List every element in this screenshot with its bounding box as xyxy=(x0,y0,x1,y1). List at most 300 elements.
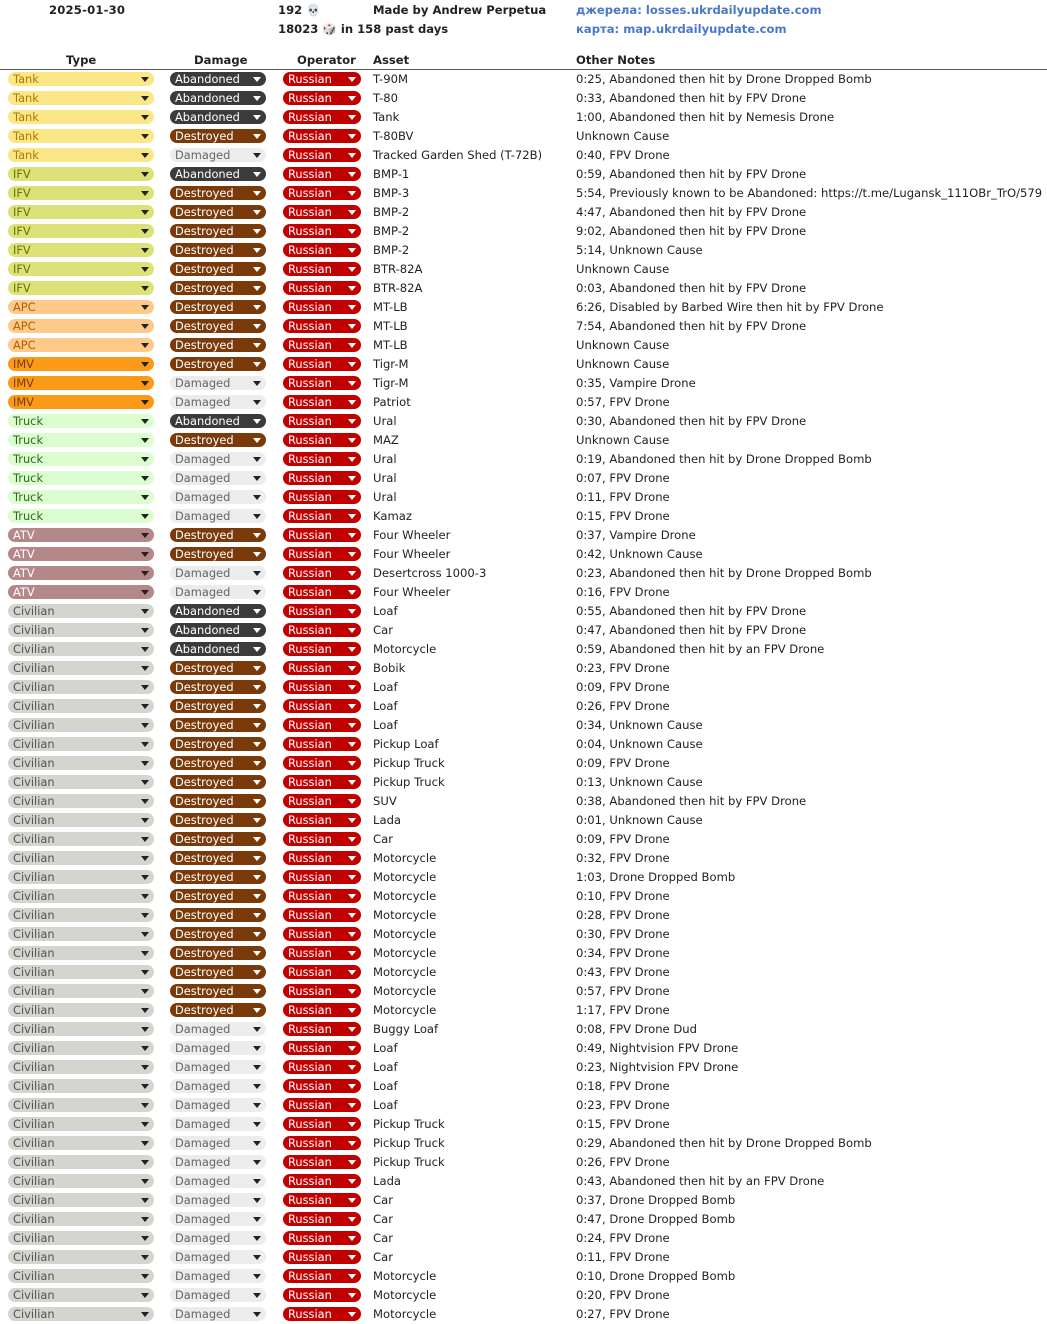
dropdown-arrow-icon[interactable] xyxy=(141,153,149,158)
dropdown-arrow-icon[interactable] xyxy=(141,210,149,215)
notes-cell[interactable]: 0:30, FPV Drone xyxy=(576,927,670,941)
type-select[interactable] xyxy=(8,376,154,390)
operator-select[interactable] xyxy=(283,794,361,808)
notes-cell[interactable]: 0:23, FPV Drone xyxy=(576,661,670,675)
operator-select[interactable] xyxy=(283,1193,361,1207)
notes-cell[interactable]: 0:18, FPV Drone xyxy=(576,1079,670,1093)
dropdown-arrow-icon[interactable] xyxy=(253,932,261,937)
damage-select[interactable] xyxy=(170,965,266,979)
operator-select[interactable] xyxy=(283,471,361,485)
dropdown-arrow-icon[interactable] xyxy=(141,1046,149,1051)
dropdown-arrow-icon[interactable] xyxy=(253,1046,261,1051)
damage-select[interactable] xyxy=(170,680,266,694)
damage-select[interactable] xyxy=(170,642,266,656)
dropdown-arrow-icon[interactable] xyxy=(253,438,261,443)
notes-cell[interactable]: 1:17, FPV Drone xyxy=(576,1003,670,1017)
damage-select[interactable] xyxy=(170,756,266,770)
notes-cell[interactable]: 0:28, FPV Drone xyxy=(576,908,670,922)
dropdown-arrow-icon[interactable] xyxy=(348,951,356,956)
dropdown-arrow-icon[interactable] xyxy=(348,913,356,918)
damage-select[interactable] xyxy=(170,1193,266,1207)
dropdown-arrow-icon[interactable] xyxy=(253,1122,261,1127)
asset-cell[interactable]: BMP-2 xyxy=(373,205,410,219)
damage-select[interactable] xyxy=(170,1060,266,1074)
dropdown-arrow-icon[interactable] xyxy=(253,1217,261,1222)
dropdown-arrow-icon[interactable] xyxy=(141,647,149,652)
operator-select[interactable] xyxy=(283,889,361,903)
notes-cell[interactable]: 0:34, FPV Drone xyxy=(576,946,670,960)
dropdown-arrow-icon[interactable] xyxy=(141,1084,149,1089)
type-select[interactable] xyxy=(8,1174,154,1188)
operator-select[interactable] xyxy=(283,433,361,447)
dropdown-arrow-icon[interactable] xyxy=(253,324,261,329)
dropdown-arrow-icon[interactable] xyxy=(253,305,261,310)
asset-cell[interactable]: Ural xyxy=(373,452,397,466)
notes-cell[interactable]: 0:11, FPV Drone xyxy=(576,490,670,504)
asset-cell[interactable]: Four Wheeler xyxy=(373,547,451,561)
dropdown-arrow-icon[interactable] xyxy=(141,134,149,139)
notes-cell[interactable]: 5:54, Previously known to be Abandoned: https://t.me/Lugansk_111OBr_TrO/579 xyxy=(576,186,1043,200)
dropdown-arrow-icon[interactable] xyxy=(253,362,261,367)
dropdown-arrow-icon[interactable] xyxy=(348,229,356,234)
asset-cell[interactable]: Ural xyxy=(373,490,397,504)
dropdown-arrow-icon[interactable] xyxy=(348,723,356,728)
dropdown-arrow-icon[interactable] xyxy=(141,1008,149,1013)
dropdown-arrow-icon[interactable] xyxy=(348,1236,356,1241)
damage-select[interactable] xyxy=(170,908,266,922)
notes-cell[interactable]: 0:15, FPV Drone xyxy=(576,1117,670,1131)
damage-select[interactable] xyxy=(170,1022,266,1036)
damage-select[interactable] xyxy=(170,813,266,827)
type-select[interactable] xyxy=(8,1155,154,1169)
dropdown-arrow-icon[interactable] xyxy=(141,305,149,310)
asset-cell[interactable]: Pickup Truck xyxy=(373,775,445,789)
notes-cell[interactable]: 0:59, Abandoned then hit by an FPV Drone xyxy=(576,642,825,656)
dropdown-arrow-icon[interactable] xyxy=(348,514,356,519)
operator-select[interactable] xyxy=(283,642,361,656)
operator-select[interactable] xyxy=(283,243,361,257)
asset-cell[interactable]: Motorcycle xyxy=(373,1003,437,1017)
type-select[interactable] xyxy=(8,737,154,751)
damage-select[interactable] xyxy=(170,1174,266,1188)
operator-select[interactable] xyxy=(283,186,361,200)
dropdown-arrow-icon[interactable] xyxy=(141,267,149,272)
type-select[interactable] xyxy=(8,1003,154,1017)
notes-cell[interactable]: 0:26, FPV Drone xyxy=(576,1155,670,1169)
type-select[interactable] xyxy=(8,1269,154,1283)
dropdown-arrow-icon[interactable] xyxy=(348,495,356,500)
dropdown-arrow-icon[interactable] xyxy=(141,989,149,994)
asset-cell[interactable]: Car xyxy=(373,623,393,637)
dropdown-arrow-icon[interactable] xyxy=(141,457,149,462)
type-select[interactable] xyxy=(8,433,154,447)
operator-select[interactable] xyxy=(283,376,361,390)
dropdown-arrow-icon[interactable] xyxy=(253,457,261,462)
type-select[interactable] xyxy=(8,1098,154,1112)
asset-cell[interactable]: Desertcross 1000-3 xyxy=(373,566,487,580)
damage-select[interactable] xyxy=(170,91,266,105)
dropdown-arrow-icon[interactable] xyxy=(141,533,149,538)
operator-select[interactable] xyxy=(283,1098,361,1112)
notes-cell[interactable]: 0:04, Unknown Cause xyxy=(576,737,703,751)
dropdown-arrow-icon[interactable] xyxy=(348,305,356,310)
dropdown-arrow-icon[interactable] xyxy=(141,1179,149,1184)
damage-select[interactable] xyxy=(170,528,266,542)
damage-select[interactable] xyxy=(170,376,266,390)
asset-cell[interactable]: Ural xyxy=(373,414,397,428)
dropdown-arrow-icon[interactable] xyxy=(253,96,261,101)
asset-cell[interactable]: Car xyxy=(373,1231,393,1245)
damage-select[interactable] xyxy=(170,946,266,960)
notes-cell[interactable]: Unknown Cause xyxy=(576,262,670,276)
dropdown-arrow-icon[interactable] xyxy=(141,628,149,633)
dropdown-arrow-icon[interactable] xyxy=(253,210,261,215)
asset-cell[interactable]: MT-LB xyxy=(373,319,408,333)
asset-cell[interactable]: Four Wheeler xyxy=(373,528,451,542)
dropdown-arrow-icon[interactable] xyxy=(348,1179,356,1184)
asset-cell[interactable]: Car xyxy=(373,1193,393,1207)
damage-select[interactable] xyxy=(170,604,266,618)
dropdown-arrow-icon[interactable] xyxy=(348,191,356,196)
asset-cell[interactable]: Motorcycle xyxy=(373,851,437,865)
notes-cell[interactable]: 0:33, Abandoned then hit by FPV Drone xyxy=(576,91,807,105)
damage-select[interactable] xyxy=(170,832,266,846)
type-select[interactable] xyxy=(8,300,154,314)
type-select[interactable] xyxy=(8,319,154,333)
dropdown-arrow-icon[interactable] xyxy=(253,115,261,120)
asset-cell[interactable]: BMP-2 xyxy=(373,224,410,238)
asset-cell[interactable]: Loaf xyxy=(373,718,398,732)
type-select[interactable] xyxy=(8,357,154,371)
dropdown-arrow-icon[interactable] xyxy=(253,1293,261,1298)
notes-cell[interactable]: 0:49, Nightvision FPV Drone xyxy=(576,1041,739,1055)
damage-select[interactable] xyxy=(170,281,266,295)
dropdown-arrow-icon[interactable] xyxy=(348,704,356,709)
type-select[interactable] xyxy=(8,889,154,903)
dropdown-arrow-icon[interactable] xyxy=(348,248,356,253)
notes-cell[interactable]: 0:10, Drone Dropped Bomb xyxy=(576,1269,736,1283)
dropdown-arrow-icon[interactable] xyxy=(141,115,149,120)
dropdown-arrow-icon[interactable] xyxy=(348,989,356,994)
notes-cell[interactable]: 6:26, Disabled by Barbed Wire then hit by FPV Drone xyxy=(576,300,884,314)
dropdown-arrow-icon[interactable] xyxy=(348,1008,356,1013)
dropdown-arrow-icon[interactable] xyxy=(141,495,149,500)
operator-select[interactable] xyxy=(283,984,361,998)
type-select[interactable] xyxy=(8,414,154,428)
operator-select[interactable] xyxy=(283,1231,361,1245)
dropdown-arrow-icon[interactable] xyxy=(141,229,149,234)
asset-cell[interactable]: Motorcycle xyxy=(373,927,437,941)
type-select[interactable] xyxy=(8,1231,154,1245)
dropdown-arrow-icon[interactable] xyxy=(253,134,261,139)
dropdown-arrow-icon[interactable] xyxy=(141,476,149,481)
asset-cell[interactable]: Tank xyxy=(373,110,400,124)
dropdown-arrow-icon[interactable] xyxy=(348,533,356,538)
dropdown-arrow-icon[interactable] xyxy=(141,172,149,177)
asset-cell[interactable]: Motorcycle xyxy=(373,1307,437,1321)
damage-select[interactable] xyxy=(170,1136,266,1150)
column-header-notes[interactable]: Other Notes xyxy=(576,53,656,67)
type-select[interactable] xyxy=(8,661,154,675)
asset-cell[interactable]: Car xyxy=(373,832,393,846)
notes-cell[interactable]: 0:09, FPV Drone xyxy=(576,680,670,694)
operator-select[interactable] xyxy=(283,775,361,789)
operator-select[interactable] xyxy=(283,262,361,276)
asset-cell[interactable]: Pickup Truck xyxy=(373,1155,445,1169)
damage-select[interactable] xyxy=(170,623,266,637)
notes-cell[interactable]: 0:37, Drone Dropped Bomb xyxy=(576,1193,736,1207)
dropdown-arrow-icon[interactable] xyxy=(253,647,261,652)
dropdown-arrow-icon[interactable] xyxy=(253,533,261,538)
asset-cell[interactable]: Kamaz xyxy=(373,509,412,523)
dropdown-arrow-icon[interactable] xyxy=(253,1103,261,1108)
type-select[interactable] xyxy=(8,794,154,808)
notes-cell[interactable]: 0:09, FPV Drone xyxy=(576,756,670,770)
dropdown-arrow-icon[interactable] xyxy=(253,267,261,272)
dropdown-arrow-icon[interactable] xyxy=(253,77,261,82)
notes-cell[interactable]: 0:43, Abandoned then hit by an FPV Drone xyxy=(576,1174,825,1188)
type-select[interactable] xyxy=(8,965,154,979)
dropdown-arrow-icon[interactable] xyxy=(141,381,149,386)
dropdown-arrow-icon[interactable] xyxy=(141,932,149,937)
damage-select[interactable] xyxy=(170,338,266,352)
dropdown-arrow-icon[interactable] xyxy=(348,362,356,367)
dropdown-arrow-icon[interactable] xyxy=(348,1122,356,1127)
type-select[interactable] xyxy=(8,281,154,295)
notes-cell[interactable]: 0:43, FPV Drone xyxy=(576,965,670,979)
asset-cell[interactable]: Motorcycle xyxy=(373,946,437,960)
damage-select[interactable] xyxy=(170,927,266,941)
notes-cell[interactable]: 0:27, FPV Drone xyxy=(576,1307,670,1321)
damage-select[interactable] xyxy=(170,205,266,219)
dropdown-arrow-icon[interactable] xyxy=(141,742,149,747)
type-select[interactable] xyxy=(8,205,154,219)
type-select[interactable] xyxy=(8,623,154,637)
operator-select[interactable] xyxy=(283,870,361,884)
dropdown-arrow-icon[interactable] xyxy=(253,875,261,880)
dropdown-arrow-icon[interactable] xyxy=(348,438,356,443)
dropdown-arrow-icon[interactable] xyxy=(348,267,356,272)
damage-select[interactable] xyxy=(170,737,266,751)
operator-select[interactable] xyxy=(283,699,361,713)
operator-select[interactable] xyxy=(283,281,361,295)
asset-cell[interactable]: BMP-3 xyxy=(373,186,410,200)
asset-cell[interactable]: Motorcycle xyxy=(373,642,437,656)
dropdown-arrow-icon[interactable] xyxy=(348,476,356,481)
damage-select[interactable] xyxy=(170,319,266,333)
type-select[interactable] xyxy=(8,1041,154,1055)
dropdown-arrow-icon[interactable] xyxy=(141,875,149,880)
dropdown-arrow-icon[interactable] xyxy=(141,1236,149,1241)
type-select[interactable] xyxy=(8,1307,154,1321)
dropdown-arrow-icon[interactable] xyxy=(348,286,356,291)
operator-select[interactable] xyxy=(283,452,361,466)
notes-cell[interactable]: 0:30, Abandoned then hit by FPV Drone xyxy=(576,414,807,428)
dropdown-arrow-icon[interactable] xyxy=(253,153,261,158)
notes-cell[interactable]: 0:57, FPV Drone xyxy=(576,395,670,409)
asset-cell[interactable]: Pickup Loaf xyxy=(373,737,439,751)
operator-select[interactable] xyxy=(283,566,361,580)
dropdown-arrow-icon[interactable] xyxy=(348,1065,356,1070)
damage-select[interactable] xyxy=(170,167,266,181)
damage-select[interactable] xyxy=(170,1098,266,1112)
dropdown-arrow-icon[interactable] xyxy=(253,400,261,405)
dropdown-arrow-icon[interactable] xyxy=(253,666,261,671)
asset-cell[interactable]: Bobik xyxy=(373,661,406,675)
operator-select[interactable] xyxy=(283,813,361,827)
type-select[interactable] xyxy=(8,680,154,694)
operator-select[interactable] xyxy=(283,1174,361,1188)
damage-select[interactable] xyxy=(170,72,266,86)
dropdown-arrow-icon[interactable] xyxy=(348,647,356,652)
dropdown-arrow-icon[interactable] xyxy=(348,210,356,215)
operator-select[interactable] xyxy=(283,1250,361,1264)
operator-select[interactable] xyxy=(283,547,361,561)
notes-cell[interactable]: 0:15, FPV Drone xyxy=(576,509,670,523)
dropdown-arrow-icon[interactable] xyxy=(141,1293,149,1298)
operator-select[interactable] xyxy=(283,129,361,143)
operator-select[interactable] xyxy=(283,1212,361,1226)
type-select[interactable] xyxy=(8,148,154,162)
dropdown-arrow-icon[interactable] xyxy=(253,628,261,633)
dropdown-arrow-icon[interactable] xyxy=(141,951,149,956)
notes-cell[interactable]: 1:00, Abandoned then hit by Nemesis Drone xyxy=(576,110,835,124)
damage-select[interactable] xyxy=(170,1117,266,1131)
notes-cell[interactable]: Unknown Cause xyxy=(576,357,670,371)
operator-select[interactable] xyxy=(283,395,361,409)
type-select[interactable] xyxy=(8,946,154,960)
damage-select[interactable] xyxy=(170,110,266,124)
operator-select[interactable] xyxy=(283,927,361,941)
dropdown-arrow-icon[interactable] xyxy=(253,286,261,291)
damage-select[interactable] xyxy=(170,1212,266,1226)
notes-cell[interactable]: 0:26, FPV Drone xyxy=(576,699,670,713)
dropdown-arrow-icon[interactable] xyxy=(141,590,149,595)
type-select[interactable] xyxy=(8,813,154,827)
operator-select[interactable] xyxy=(283,832,361,846)
column-header-asset[interactable]: Asset xyxy=(373,53,410,67)
type-select[interactable] xyxy=(8,452,154,466)
operator-select[interactable] xyxy=(283,585,361,599)
asset-cell[interactable]: Tigr-M xyxy=(373,357,409,371)
dropdown-arrow-icon[interactable] xyxy=(348,77,356,82)
dropdown-arrow-icon[interactable] xyxy=(253,343,261,348)
type-select[interactable] xyxy=(8,262,154,276)
dropdown-arrow-icon[interactable] xyxy=(141,704,149,709)
dropdown-arrow-icon[interactable] xyxy=(141,1103,149,1108)
asset-cell[interactable]: Motorcycle xyxy=(373,984,437,998)
notes-cell[interactable]: 0:29, Abandoned then hit by Drone Dropped Bomb xyxy=(576,1136,872,1150)
operator-select[interactable] xyxy=(283,490,361,504)
operator-select[interactable] xyxy=(283,908,361,922)
dropdown-arrow-icon[interactable] xyxy=(348,818,356,823)
type-select[interactable] xyxy=(8,1288,154,1302)
type-select[interactable] xyxy=(8,91,154,105)
dropdown-arrow-icon[interactable] xyxy=(348,1103,356,1108)
damage-select[interactable] xyxy=(170,1041,266,1055)
operator-select[interactable] xyxy=(283,528,361,542)
damage-select[interactable] xyxy=(170,471,266,485)
notes-cell[interactable]: 0:23, Abandoned then hit by Drone Dropped Bomb xyxy=(576,566,872,580)
asset-cell[interactable]: Pickup Truck xyxy=(373,756,445,770)
asset-cell[interactable]: Motorcycle xyxy=(373,870,437,884)
dropdown-arrow-icon[interactable] xyxy=(253,780,261,785)
dropdown-arrow-icon[interactable] xyxy=(253,381,261,386)
dropdown-arrow-icon[interactable] xyxy=(253,1236,261,1241)
damage-select[interactable] xyxy=(170,585,266,599)
dropdown-arrow-icon[interactable] xyxy=(141,343,149,348)
type-select[interactable] xyxy=(8,547,154,561)
damage-select[interactable] xyxy=(170,148,266,162)
column-header-type[interactable]: Type xyxy=(66,53,97,67)
asset-cell[interactable]: BTR-82A xyxy=(373,262,423,276)
asset-cell[interactable]: Car xyxy=(373,1250,393,1264)
type-select[interactable] xyxy=(8,984,154,998)
dropdown-arrow-icon[interactable] xyxy=(253,761,261,766)
notes-cell[interactable]: 0:37, Vampire Drone xyxy=(576,528,696,542)
dropdown-arrow-icon[interactable] xyxy=(348,875,356,880)
type-select[interactable] xyxy=(8,832,154,846)
operator-select[interactable] xyxy=(283,1155,361,1169)
dropdown-arrow-icon[interactable] xyxy=(253,1008,261,1013)
type-select[interactable] xyxy=(8,927,154,941)
dropdown-arrow-icon[interactable] xyxy=(141,761,149,766)
asset-cell[interactable]: BTR-82A xyxy=(373,281,423,295)
damage-select[interactable] xyxy=(170,490,266,504)
dropdown-arrow-icon[interactable] xyxy=(253,742,261,747)
operator-select[interactable] xyxy=(283,110,361,124)
notes-cell[interactable]: 0:25, Abandoned then hit by Drone Dropped Bomb xyxy=(576,72,872,86)
dropdown-arrow-icon[interactable] xyxy=(253,1274,261,1279)
notes-cell[interactable]: 0:23, FPV Drone xyxy=(576,1098,670,1112)
type-select[interactable] xyxy=(8,509,154,523)
operator-select[interactable] xyxy=(283,1269,361,1283)
dropdown-arrow-icon[interactable] xyxy=(348,1198,356,1203)
asset-cell[interactable]: Motorcycle xyxy=(373,908,437,922)
dropdown-arrow-icon[interactable] xyxy=(348,742,356,747)
dropdown-arrow-icon[interactable] xyxy=(253,799,261,804)
dropdown-arrow-icon[interactable] xyxy=(253,913,261,918)
notes-cell[interactable]: 0:32, FPV Drone xyxy=(576,851,670,865)
sources-link[interactable]: джерела: losses.ukrdailyupdate.com xyxy=(576,3,822,17)
dropdown-arrow-icon[interactable] xyxy=(253,856,261,861)
operator-select[interactable] xyxy=(283,718,361,732)
notes-cell[interactable]: 0:40, FPV Drone xyxy=(576,148,670,162)
dropdown-arrow-icon[interactable] xyxy=(253,818,261,823)
type-select[interactable] xyxy=(8,129,154,143)
operator-select[interactable] xyxy=(283,1041,361,1055)
dropdown-arrow-icon[interactable] xyxy=(253,476,261,481)
type-select[interactable] xyxy=(8,604,154,618)
notes-cell[interactable]: 0:57, FPV Drone xyxy=(576,984,670,998)
asset-cell[interactable]: Motorcycle xyxy=(373,889,437,903)
operator-select[interactable] xyxy=(283,946,361,960)
dropdown-arrow-icon[interactable] xyxy=(348,856,356,861)
dropdown-arrow-icon[interactable] xyxy=(348,1046,356,1051)
operator-select[interactable] xyxy=(283,205,361,219)
dropdown-arrow-icon[interactable] xyxy=(253,951,261,956)
dropdown-arrow-icon[interactable] xyxy=(141,1027,149,1032)
dropdown-arrow-icon[interactable] xyxy=(141,324,149,329)
damage-select[interactable] xyxy=(170,1269,266,1283)
operator-select[interactable] xyxy=(283,661,361,675)
dropdown-arrow-icon[interactable] xyxy=(141,438,149,443)
type-select[interactable] xyxy=(8,1079,154,1093)
dropdown-arrow-icon[interactable] xyxy=(348,134,356,139)
asset-cell[interactable]: Loaf xyxy=(373,680,398,694)
dropdown-arrow-icon[interactable] xyxy=(253,894,261,899)
damage-select[interactable] xyxy=(170,509,266,523)
